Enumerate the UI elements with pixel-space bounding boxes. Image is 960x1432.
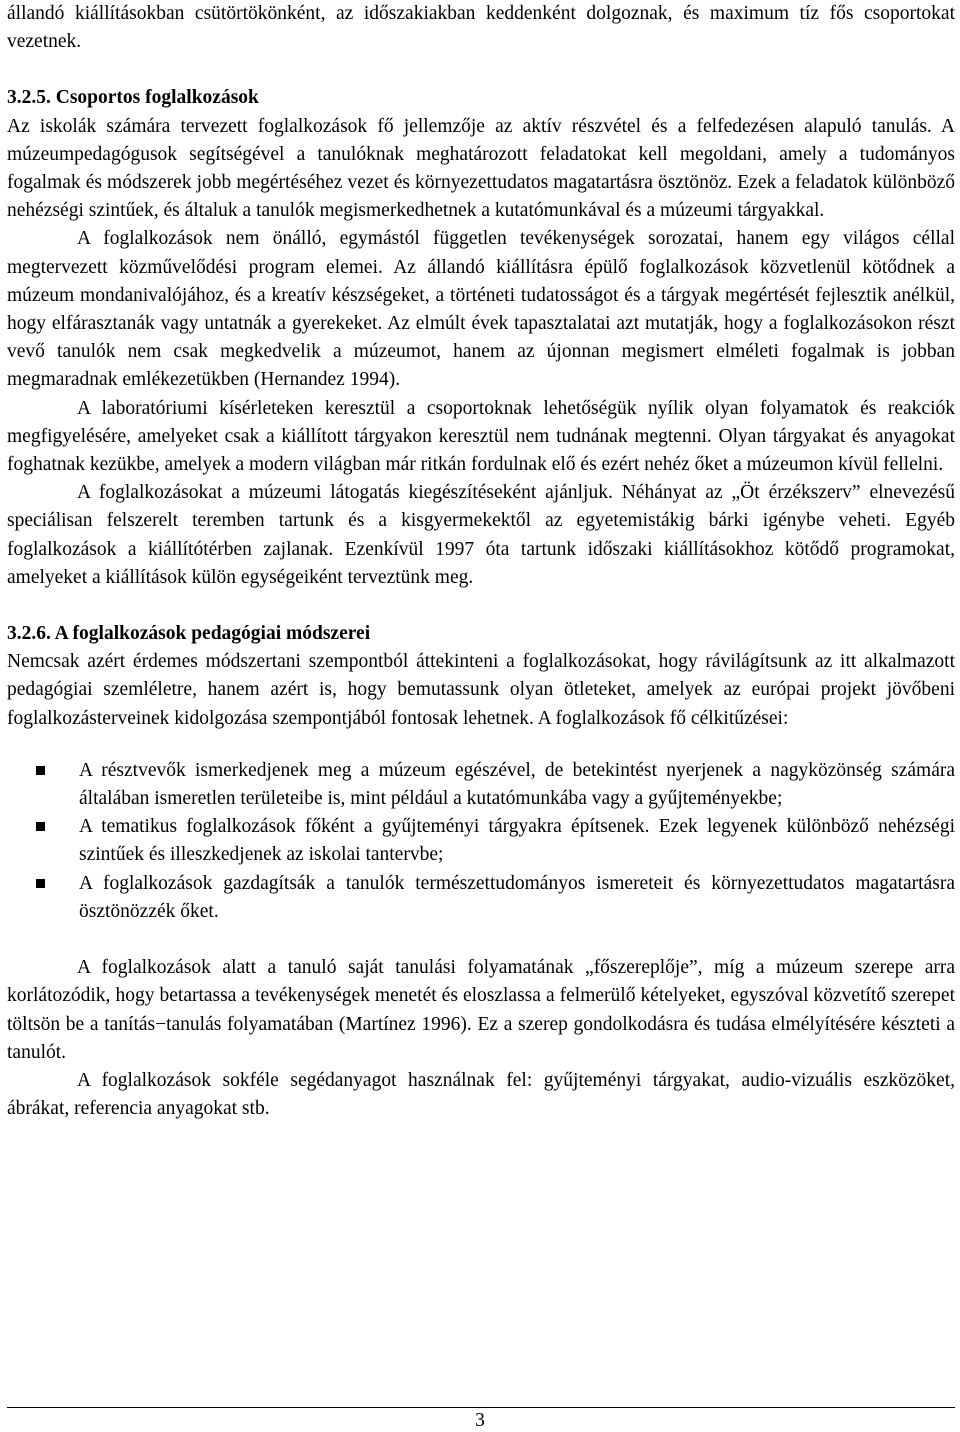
square-bullet-icon (36, 822, 45, 831)
list-item (7, 757, 955, 813)
footer-divider (7, 1407, 955, 1408)
section-heading-3-2-5: 3.2.5. Csoportos foglalkozások (7, 87, 259, 109)
list-item (7, 870, 955, 926)
list-item-text: A résztvevők ismerkedjenek meg a múzeum egészével, de betekintést nyerjenek a nagyközönség számára általában ismeretlen területeibe is, mint például a kutatómunkába vagy a gyűjteményekbe; (79, 759, 955, 810)
paragraph-continued: állandó kiállításokban csütörtökönként, az időszakiakban keddenként dolgoznak, és maximum tíz fős csoportokat vezetnek. (7, 3, 955, 53)
paragraph: A foglalkozások nem önálló, egymástól független tevékenységek sorozatai, hanem egy világos céllal megtervezett közművelődési program elemei. Az állandó kiállításra épülő foglalkozások közvetlenül kötődnek a múzeum mondanivalójához, és a kreatív készségeket, a történeti tudatosságot és a tárgyak megértését fejlesztik anélkül, hogy elfárasztanák vagy untatnák a gyerekeket. Az elmúlt évek tapasztalatai azt mutatják, hogy a foglalkozásokon részt vevő tanulók nem csak megkedvelik a múzeumot, hanem az újonnan megismert elméleti fogalmak is jobban megmaradnak emlékezetükben (Hernandez 1994). (7, 228, 955, 391)
list-item-text: A foglalkozások gazdagítsák a tanulók természettudományos ismereteit és környezettudatos magatartásra ösztönözzék őket. (79, 872, 955, 922)
page-content (7, 0, 955, 1123)
paragraph: A laboratóriumi kísérleteken keresztül a csoportoknak lehetőségük nyílik olyan folyamatok és reakciók megfigyelésére, amelyeket csak a kiállított tárgyakon keresztül nem tudnának megtenni. Olyan tárgyakat és anyagokat foghatnak kezükbe, amelyek a modern világban már ritkán fordulnak elő és ezért nehéz őket a múzeumon kívül fellelni. (7, 397, 955, 476)
page-number: 3 (475, 1410, 485, 1431)
square-bullet-icon (36, 879, 45, 888)
objectives-list (7, 757, 955, 926)
paragraph: A foglalkozások alatt a tanuló saját tanulási folyamatának „főszereplője”, míg a múzeum szerepe arra korlátozódik, hogy betartassa a tevékenységek menetét és eloszlassa a felmerülő kételyeket, egyszóval közvetítő szerepet töltsön be a tanítás−tanulás folyamatában (Martínez 1996). Ez a szerep gondolkodásra és tudása elmélyítésére készteti a tanulót. (7, 957, 955, 1063)
paragraph: A foglalkozások sokféle segédanyagot használnak fel: gyűjteményi tárgyakat, audio-vizuális eszközöket, ábrákat, referencia anyagokat stb. (7, 1069, 955, 1120)
square-bullet-icon (36, 766, 45, 775)
section-heading-3-2-6: 3.2.6. A foglalkozások pedagógiai módszerei (7, 623, 371, 645)
list-item-text: A tematikus foglalkozások főként a gyűjteményi tárgyakra építsenek. Ezek legyenek különböző nehézségi szintűek és illeszkedjenek az iskolai tantervbe; (79, 816, 955, 866)
list-item (7, 813, 955, 869)
paragraph: Nemcsak azért érdemes módszertani szempontból áttekinteni a foglalkozásokat, hogy rávilágítsunk az itt alkalmazott pedagógiai szemléletre, hanem azért is, hogy bemutassunk olyan ötleteket, amelyek az európai projekt jövőbeni foglalkozásterveinek kidolgozása szempontjából fontosak lehetnek. A foglalkozások fő célkitűzései: (7, 651, 955, 729)
paragraph: Az iskolák számára tervezett foglalkozások fő jellemzője az aktív részvétel és a felfedezésen alapuló tanulás. A múzeumpedagógusok segítségével a tanulóknak meghatározott feladatokat kell megoldani, amely a tudományos fogalmak és módszerek jobb megértéséhez vezet és környezettudatos magatartásra ösztönöz. Ezek a feladatok különböző nehézségi szintűek, és általuk a tanulók megismerkedhetnek a kutatómunkával és a múzeumi tárgyakkal. (7, 115, 955, 222)
paragraph: A foglalkozásokat a múzeumi látogatás kiegészítéseként ajánljuk. Néhányat az „Öt érzékszerv” elnevezésű speciálisan felszerelt teremben tartunk és a kisgyermekektől az egyetemistákig bárki igénybe veheti. Egyéb foglalkozások a kiállítótérben zajlanak. Ezenkívül 1997 óta tartunk időszaki kiállításokhoz kötődő programokat, amelyeket a kiállítások külön egységeiként terveztünk meg. (7, 482, 955, 588)
